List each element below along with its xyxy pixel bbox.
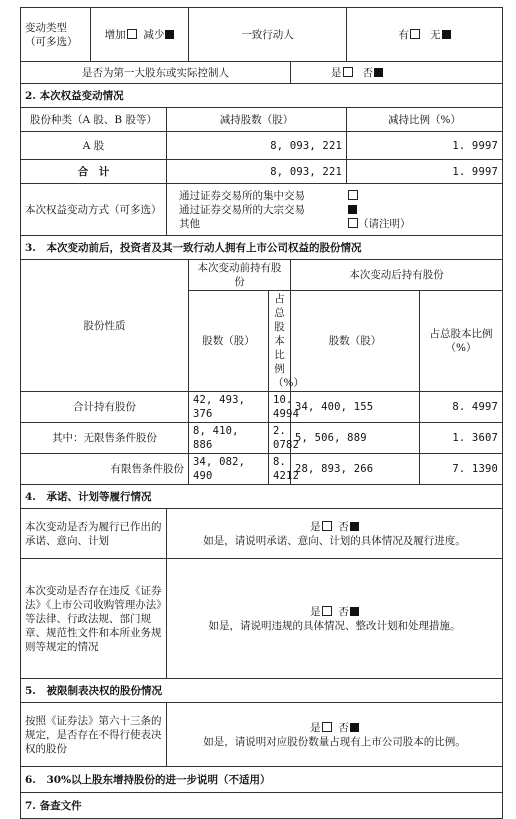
no-checkbox-checked-icon[interactable] <box>350 607 359 616</box>
reduced-shares-cell: 8, 093, 221 <box>167 132 347 160</box>
method-centralized-checkbox-icon[interactable] <box>348 190 358 200</box>
none-checkbox-checked-icon[interactable] <box>442 30 451 39</box>
table-row <box>21 160 503 184</box>
violation-note: 如是，请说明违规的具体情况、整改计划和处理措施。 <box>208 619 461 632</box>
decrease-checkbox-checked-icon[interactable] <box>165 30 174 39</box>
row-label: 有限售条件股份 <box>21 454 189 485</box>
before-shares-cell: 42, 493, 376 <box>189 392 269 423</box>
reduced-ratio-cell: 1. 9997 <box>347 132 503 160</box>
yes-label: 是 <box>310 721 321 734</box>
table-row <box>21 454 503 485</box>
first-holder-options <box>291 62 503 84</box>
row-label: 合计持有股份 <box>21 392 189 423</box>
yes-checkbox-icon[interactable] <box>322 521 332 531</box>
table-row <box>21 392 503 423</box>
increase-decrease-options <box>91 8 189 62</box>
violation-question: 本次变动是否存在违反《证券法》《上市公司收购管理办法》等法律、行政法规、部门规章、规范性文件和本所业务规则等规定的情况 <box>21 559 167 679</box>
no-checkbox-checked-icon[interactable] <box>350 723 359 732</box>
before-ratio-cell: 8. 4212 <box>269 454 291 485</box>
after-ratio-cell: 8. 4997 <box>420 392 503 423</box>
no-label: 否 <box>338 605 349 618</box>
col-share-nature: 股份性质 <box>21 260 189 392</box>
no-checkbox-checked-icon[interactable] <box>350 522 359 531</box>
method-other-checkbox-icon[interactable] <box>348 218 358 228</box>
section-4-title: 4. 承诺、计划等履行情况 <box>21 485 503 509</box>
first-holder-question: 是否为第一大股东或实际控制人 <box>21 62 291 84</box>
col-before-shares: 股数（股） <box>189 291 269 392</box>
section-5-title: 5. 被限制表决权的股份情况 <box>21 679 503 703</box>
col-before-ratio: 占总股本比例（%） <box>269 291 291 392</box>
commitment-question: 本次变动是否为履行已作出的承诺、意向、计划 <box>21 509 167 559</box>
section-3-title: 3. 本次变动前后，投资者及其一致行动人拥有上市公司权益的股份情况 <box>21 236 503 260</box>
after-ratio-cell: 1. 3607 <box>420 423 503 454</box>
after-shares-cell: 28, 893, 266 <box>291 454 420 485</box>
total-shares-cell: 8, 093, 221 <box>167 160 347 184</box>
yes-label: 是 <box>310 520 321 533</box>
section-6-title: 6. 30%以上股东增持股份的进一步说明（不适用） <box>21 767 503 793</box>
has-checkbox-icon[interactable] <box>410 29 420 39</box>
col-after-change: 本次变动后持有股份 <box>291 260 503 291</box>
commitment-answer <box>167 509 503 559</box>
no-label: 否 <box>338 721 349 734</box>
table-row <box>21 423 503 454</box>
row-label: 其中：无限售条件股份 <box>21 423 189 454</box>
concert-party-options <box>347 8 503 62</box>
commitment-note: 如是，请说明承诺、意向、计划的具体情况及履行进度。 <box>203 534 466 547</box>
concert-party-label: 一致行动人 <box>189 8 347 62</box>
yes-checkbox-icon[interactable] <box>322 606 332 616</box>
method-other-note: （请注明） <box>358 217 411 230</box>
before-ratio-cell: 2. 0782 <box>269 423 291 454</box>
table-row <box>21 132 503 160</box>
yes-label: 是 <box>331 66 342 79</box>
total-ratio-cell: 1. 9997 <box>347 160 503 184</box>
no-label: 否 <box>362 66 374 79</box>
col-share-type: 股份种类（A 股、B 股等） <box>21 108 167 132</box>
section-2-title: 2. 本次权益变动情况 <box>21 84 503 108</box>
before-ratio-cell: 10. 4994 <box>269 392 291 423</box>
col-reduced-shares: 减持股数（股） <box>167 108 347 132</box>
none-label: 无 <box>430 28 441 41</box>
after-shares-cell: 34, 400, 155 <box>291 392 420 423</box>
restricted-voting-question: 按照《证券法》第六十三条的规定，是否存在不得行使表决权的股份 <box>21 703 167 767</box>
method-other-label: 其他 <box>179 217 200 230</box>
violation-answer <box>167 559 503 679</box>
increase-checkbox-icon[interactable] <box>127 29 137 39</box>
change-type-label: 变动类型（可多选） <box>21 8 91 62</box>
col-after-ratio: 占总股本比例（%） <box>420 291 503 392</box>
after-ratio-cell: 7. 1390 <box>420 454 503 485</box>
equity-change-form <box>20 7 503 819</box>
before-shares-cell: 8, 410, 886 <box>189 423 269 454</box>
col-before-change: 本次变动前持有股份 <box>189 260 291 291</box>
col-reduced-ratio: 减持比例（%） <box>347 108 503 132</box>
after-shares-cell: 5, 506, 889 <box>291 423 420 454</box>
yes-checkbox-icon[interactable] <box>343 67 353 77</box>
share-type-cell: A 股 <box>21 132 167 160</box>
restricted-voting-note: 如是，请说明对应股份数量占现有上市公司股本的比例。 <box>203 735 466 748</box>
method-block-trade-checkbox-checked-icon[interactable] <box>348 205 357 214</box>
change-method-label: 本次权益变动方式（可多选） <box>21 184 167 236</box>
before-shares-cell: 34, 082, 490 <box>189 454 269 485</box>
no-checkbox-checked-icon[interactable] <box>374 68 383 77</box>
increase-label: 增加 <box>104 28 126 41</box>
no-label: 否 <box>338 520 349 533</box>
section-7-title: 7. 备查文件 <box>21 793 503 819</box>
change-method-options <box>167 184 503 236</box>
has-label: 有 <box>398 28 409 41</box>
restricted-voting-answer <box>167 703 503 767</box>
col-after-shares: 股数（股） <box>291 291 420 392</box>
method-centralized-label: 通过证券交易所的集中交易 <box>179 189 305 202</box>
method-block-trade-label: 通过证券交易所的大宗交易 <box>179 203 305 216</box>
decrease-label: 减少 <box>143 28 165 41</box>
yes-checkbox-icon[interactable] <box>322 722 332 732</box>
yes-label: 是 <box>310 605 321 618</box>
total-label: 合 计 <box>21 160 167 184</box>
